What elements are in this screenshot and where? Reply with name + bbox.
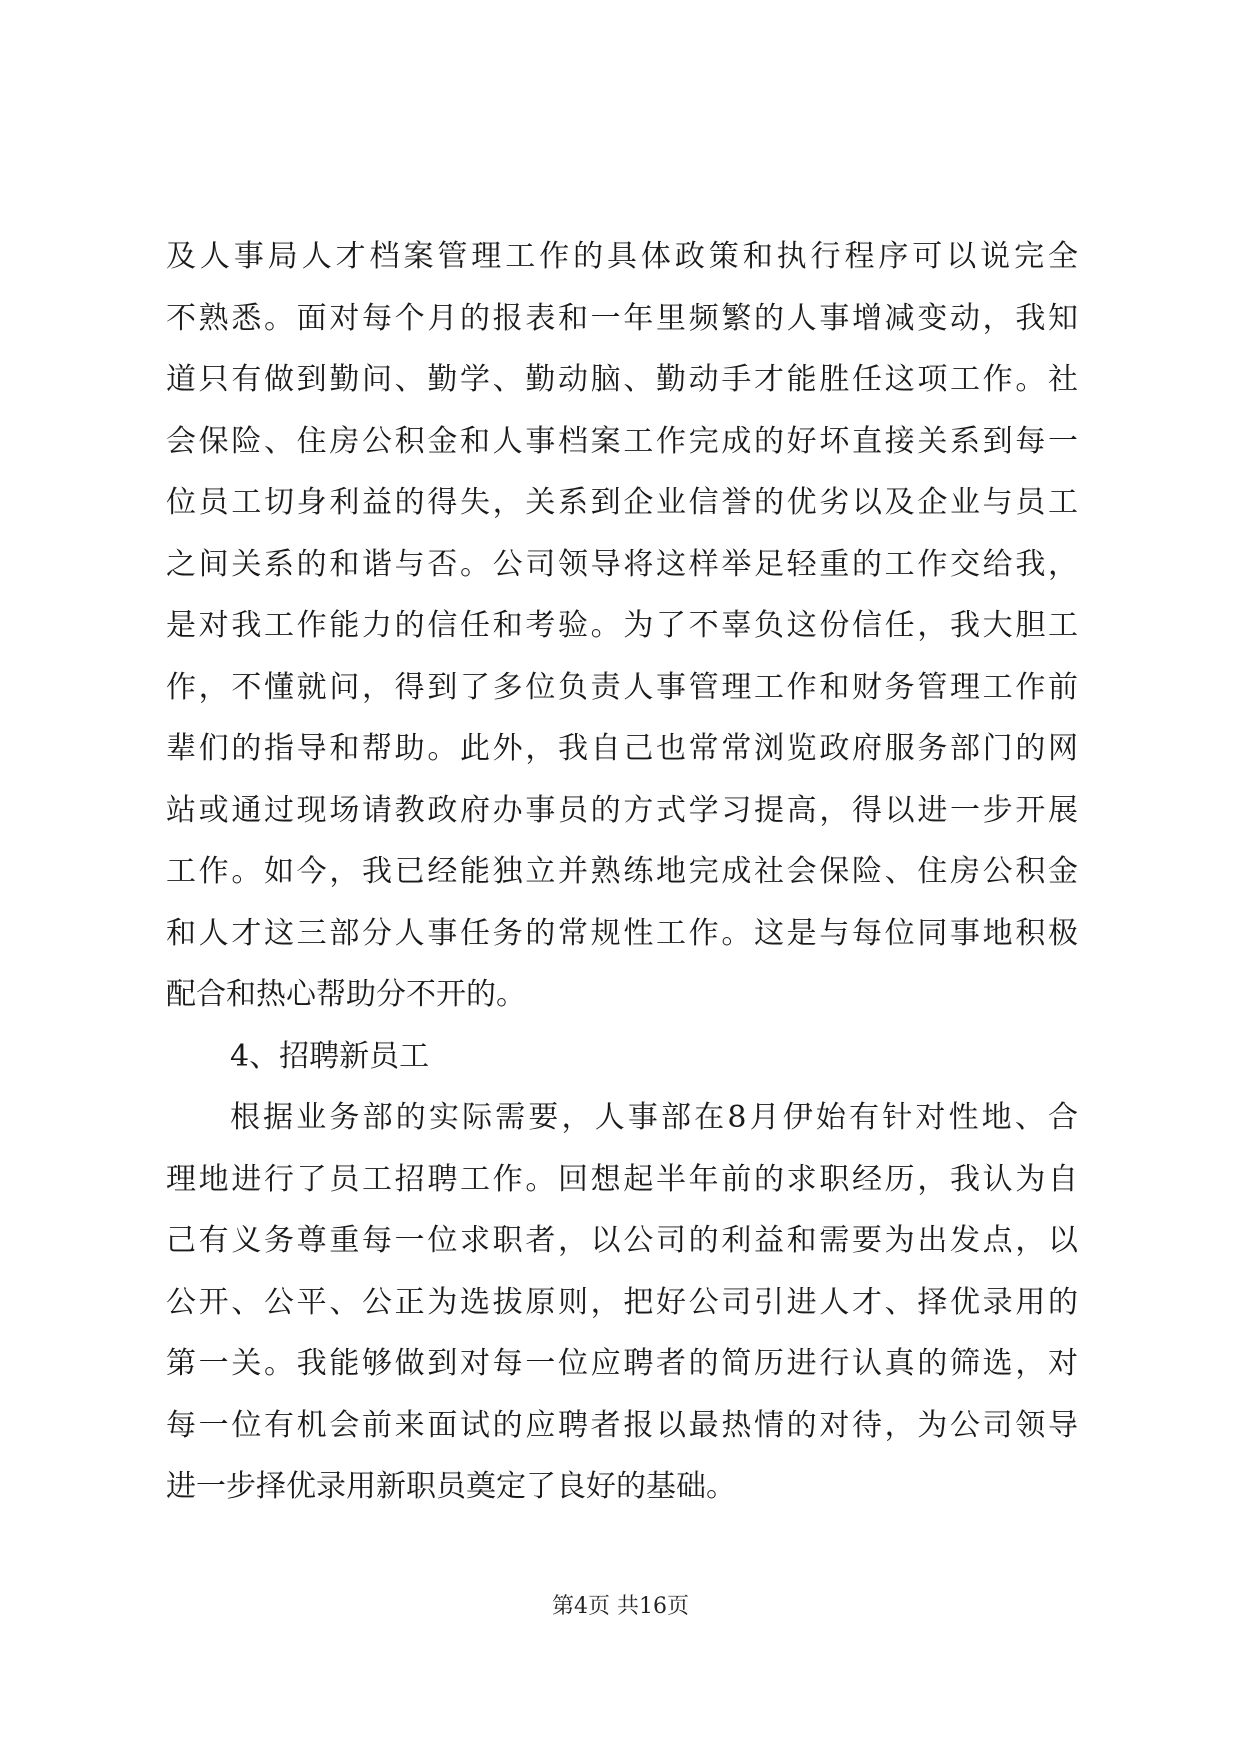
text-line: 位员工切身利益的得失，关系到企业信誉的优劣以及企业与员工 <box>166 485 1078 520</box>
text-line: 是对我工作能力的信任和考验。为了不辜负这份信任，我大胆工 <box>166 608 1078 643</box>
text-line: 和人才这三部分人事任务的常规性工作。这是与每位同事地积极 <box>166 915 1078 951</box>
text-line: 之间关系的和谐与否。公司领导将这样举足轻重的工作交给我， <box>166 546 1078 582</box>
text-line: 公开、公平、公正为选拔原则，把好公司引进人才、择优录用的 <box>166 1284 1078 1320</box>
heading-line: 4、招聘新员工 <box>230 1038 430 1074</box>
text-line: 道只有做到勤问、勤学、勤动脑、勤动手才能胜任这项工作。社 <box>166 362 1078 397</box>
text-line: 每一位有机会前来面试的应聘者报以最热情的对待，为公司领导 <box>166 1407 1078 1443</box>
text-line: 工作。如今，我已经能独立并熟练地完成社会保险、住房公积金 <box>166 854 1078 889</box>
body-text <box>166 226 1078 1518</box>
text-line: 根据业务部的实际需要，人事部在8月伊始有针对性地、合 <box>230 1100 1078 1135</box>
text-line: 及人事局人才档案管理工作的具体政策和执行程序可以说完全 <box>166 239 1078 274</box>
text-line: 会保险、住房公积金和人事档案工作完成的好坏直接关系到每一 <box>166 423 1078 459</box>
section-heading <box>166 1026 1078 1088</box>
text-line: 己有义务尊重每一位求职者，以公司的利益和需要为出发点，以 <box>166 1223 1078 1258</box>
text-line: 进一步择优录用新职员奠定了良好的基础。 <box>166 1469 736 1504</box>
paragraph <box>166 226 1078 1026</box>
text-line: 作，不懂就问，得到了多位负责人事管理工作和财务管理工作前 <box>166 669 1078 705</box>
text-line: 配合和热心帮助分不开的。 <box>166 977 526 1012</box>
page-number-footer: 第4页 共16页 <box>552 1594 689 1619</box>
text-line: 第一关。我能够做到对每一位应聘者的简历进行认真的筛选，对 <box>166 1346 1078 1381</box>
paragraph <box>166 1087 1078 1518</box>
text-line: 站或通过现场请教政府办事员的方式学习提高，得以进一步开展 <box>166 792 1078 828</box>
text-line: 不熟悉。面对每个月的报表和一年里频繁的人事增减变动，我知 <box>166 300 1078 336</box>
text-line: 理地进行了员工招聘工作。回想起半年前的求职经历，我认为自 <box>166 1161 1078 1197</box>
text-line: 辈们的指导和帮助。此外，我自己也常常浏览政府服务部门的网 <box>166 731 1078 766</box>
